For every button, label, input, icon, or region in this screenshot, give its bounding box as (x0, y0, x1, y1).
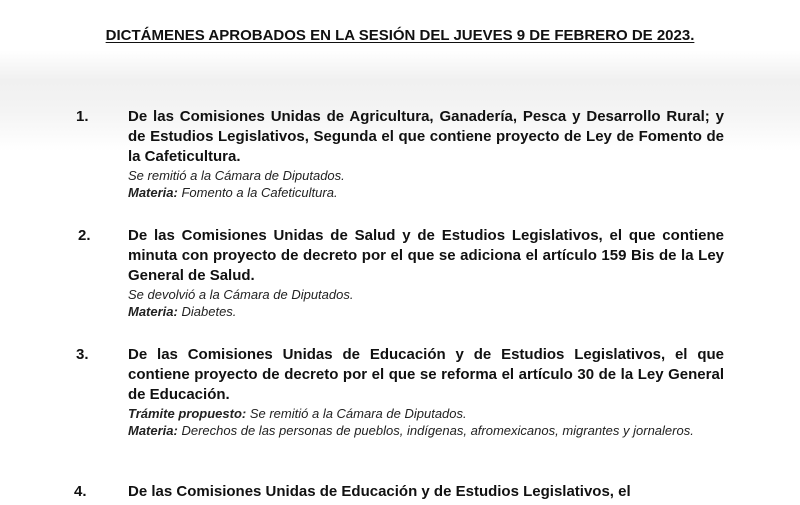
subject-value: Derechos de las personas de pueblos, indígenas, afromexicanos, migrantes y jornaleros. (181, 423, 694, 438)
item-heading: De las Comisiones Unidas de Salud y de Estudios Legislativos, el que contiene minuta con proyecto de decreto por el que se adiciona el artículo 159 Bis de la Ley General de Salud. (128, 227, 724, 284)
item-body (128, 345, 724, 439)
item-subject (128, 422, 724, 439)
item-heading: De las Comisiones Unidas de Educación y de Estudios Legislativos, el (128, 483, 631, 500)
item-subject (128, 184, 724, 201)
item-status: Se remitió a la Cámara de Diputados. (128, 168, 345, 183)
item-status: Se devolvió a la Cámara de Diputados. (128, 287, 354, 302)
subject-label: Materia: (128, 423, 178, 438)
item-body (128, 226, 724, 320)
item-number: 3. (76, 346, 89, 363)
subject-value: Fomento a la Cafeticultura. (181, 185, 338, 200)
item-heading: De las Comisiones Unidas de Agricultura, Ganadería, Pesca y Desarrollo Rural; y de Estudios Legislativos, Segunda el que contiene proyecto de Ley de Fomento de la Cafeticultura. (128, 108, 724, 165)
item-number: 2. (78, 227, 91, 244)
item-body (128, 482, 724, 502)
item-body (128, 107, 724, 201)
item-status (128, 405, 724, 422)
status-label: Trámite propuesto: (128, 406, 247, 421)
subject-label: Materia: (128, 185, 178, 200)
item-number: 4. (74, 483, 87, 500)
status-value: Se remitió a la Cámara de Diputados. (249, 406, 467, 421)
item-subject (128, 303, 724, 320)
subject-label: Materia: (128, 304, 178, 319)
subject-value: Diabetes. (181, 304, 237, 319)
document-title: DICTÁMENES APROBADOS EN LA SESIÓN DEL JUEVES 9 DE FEBRERO DE 2023. (105, 27, 695, 44)
item-number: 1. (76, 108, 89, 125)
item-heading: De las Comisiones Unidas de Educación y de Estudios Legislativos, el que contiene proyecto de decreto por el que se reforma el artículo 30 de la Ley General de Educación. (128, 346, 724, 403)
